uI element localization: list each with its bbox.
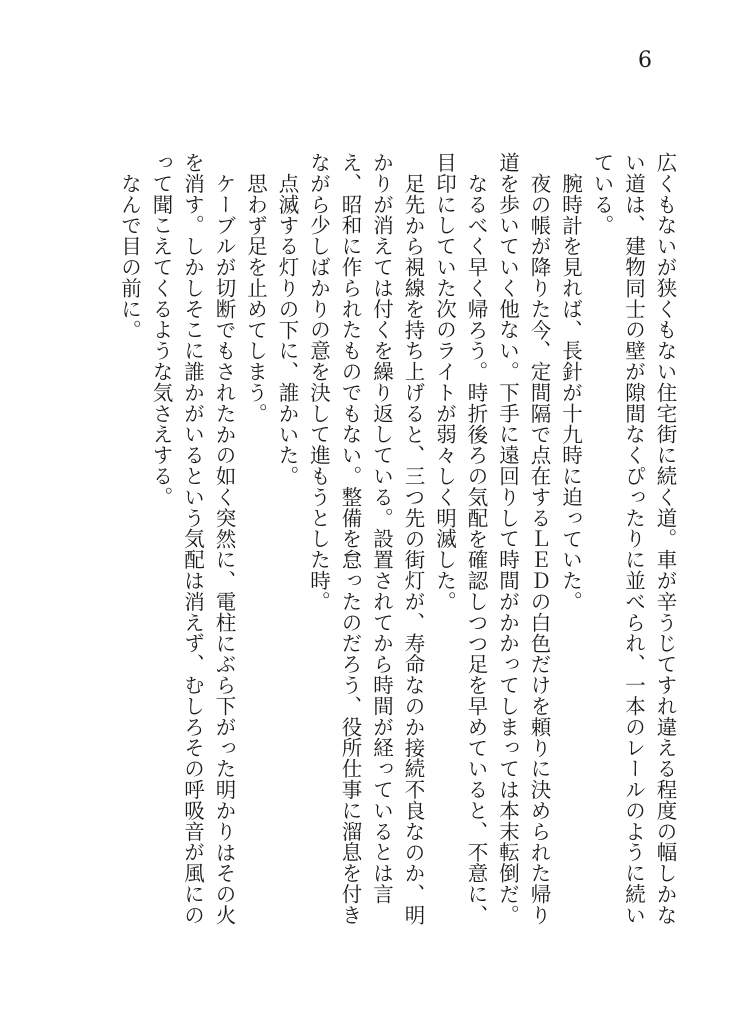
paragraph: なるべく早く帰ろう。時折後ろの気配を確認しつつ足を早めていると、不意に、目印にしていた次のライトが弱々しく明滅した。 xyxy=(432,152,488,925)
paragraph: 夜の帳が降りた今、定間隔で点在するＬＥＤの白色だけを頼りに決められた帰り道を歩いていく他ない。下手に遠回りして時間がかかってしまっては本末転倒だ。 xyxy=(495,152,551,926)
paragraph: 広くもないが狭くもない住宅街に続く道。車が辛うじてすれ違える程度の幅しかない道は、建物同士の壁が隙間なくぴったりに並べられ、一本のレールのように続いている。 xyxy=(590,152,677,926)
paragraph: 腕時計を見れば、長針が十九時に迫っていた。 xyxy=(558,172,583,612)
paragraph: 思わず足を止めてしまう。 xyxy=(243,172,268,424)
paragraph: 点滅する灯りの下に、誰かいた。 xyxy=(275,172,299,486)
page-number: 6 xyxy=(638,48,652,73)
paragraph: なんで目の前に。 xyxy=(117,172,142,340)
paragraph: 足先から視線を持ち上げると、三つ先の街灯が、寿命なのか接続不良なのか、明かりが消えては付くを繰り返している。設置されてから時間が経っているとは言え、昭和に作られたものでもない。整備を怠ったのだろう、役所仕事に溜息を付きながら少しばかりの意を決して進もうとした時。 xyxy=(306,152,425,926)
body-text xyxy=(100,152,680,932)
paragraph: ケーブルが切断でもされたかの如く突然に、電柱にぶら下がった明かりはその火を消す。しかしそこに誰かがいるという気配は消えず、むしろその呼吸音が風にのって聞こえてくるような気さえする。 xyxy=(149,152,236,926)
